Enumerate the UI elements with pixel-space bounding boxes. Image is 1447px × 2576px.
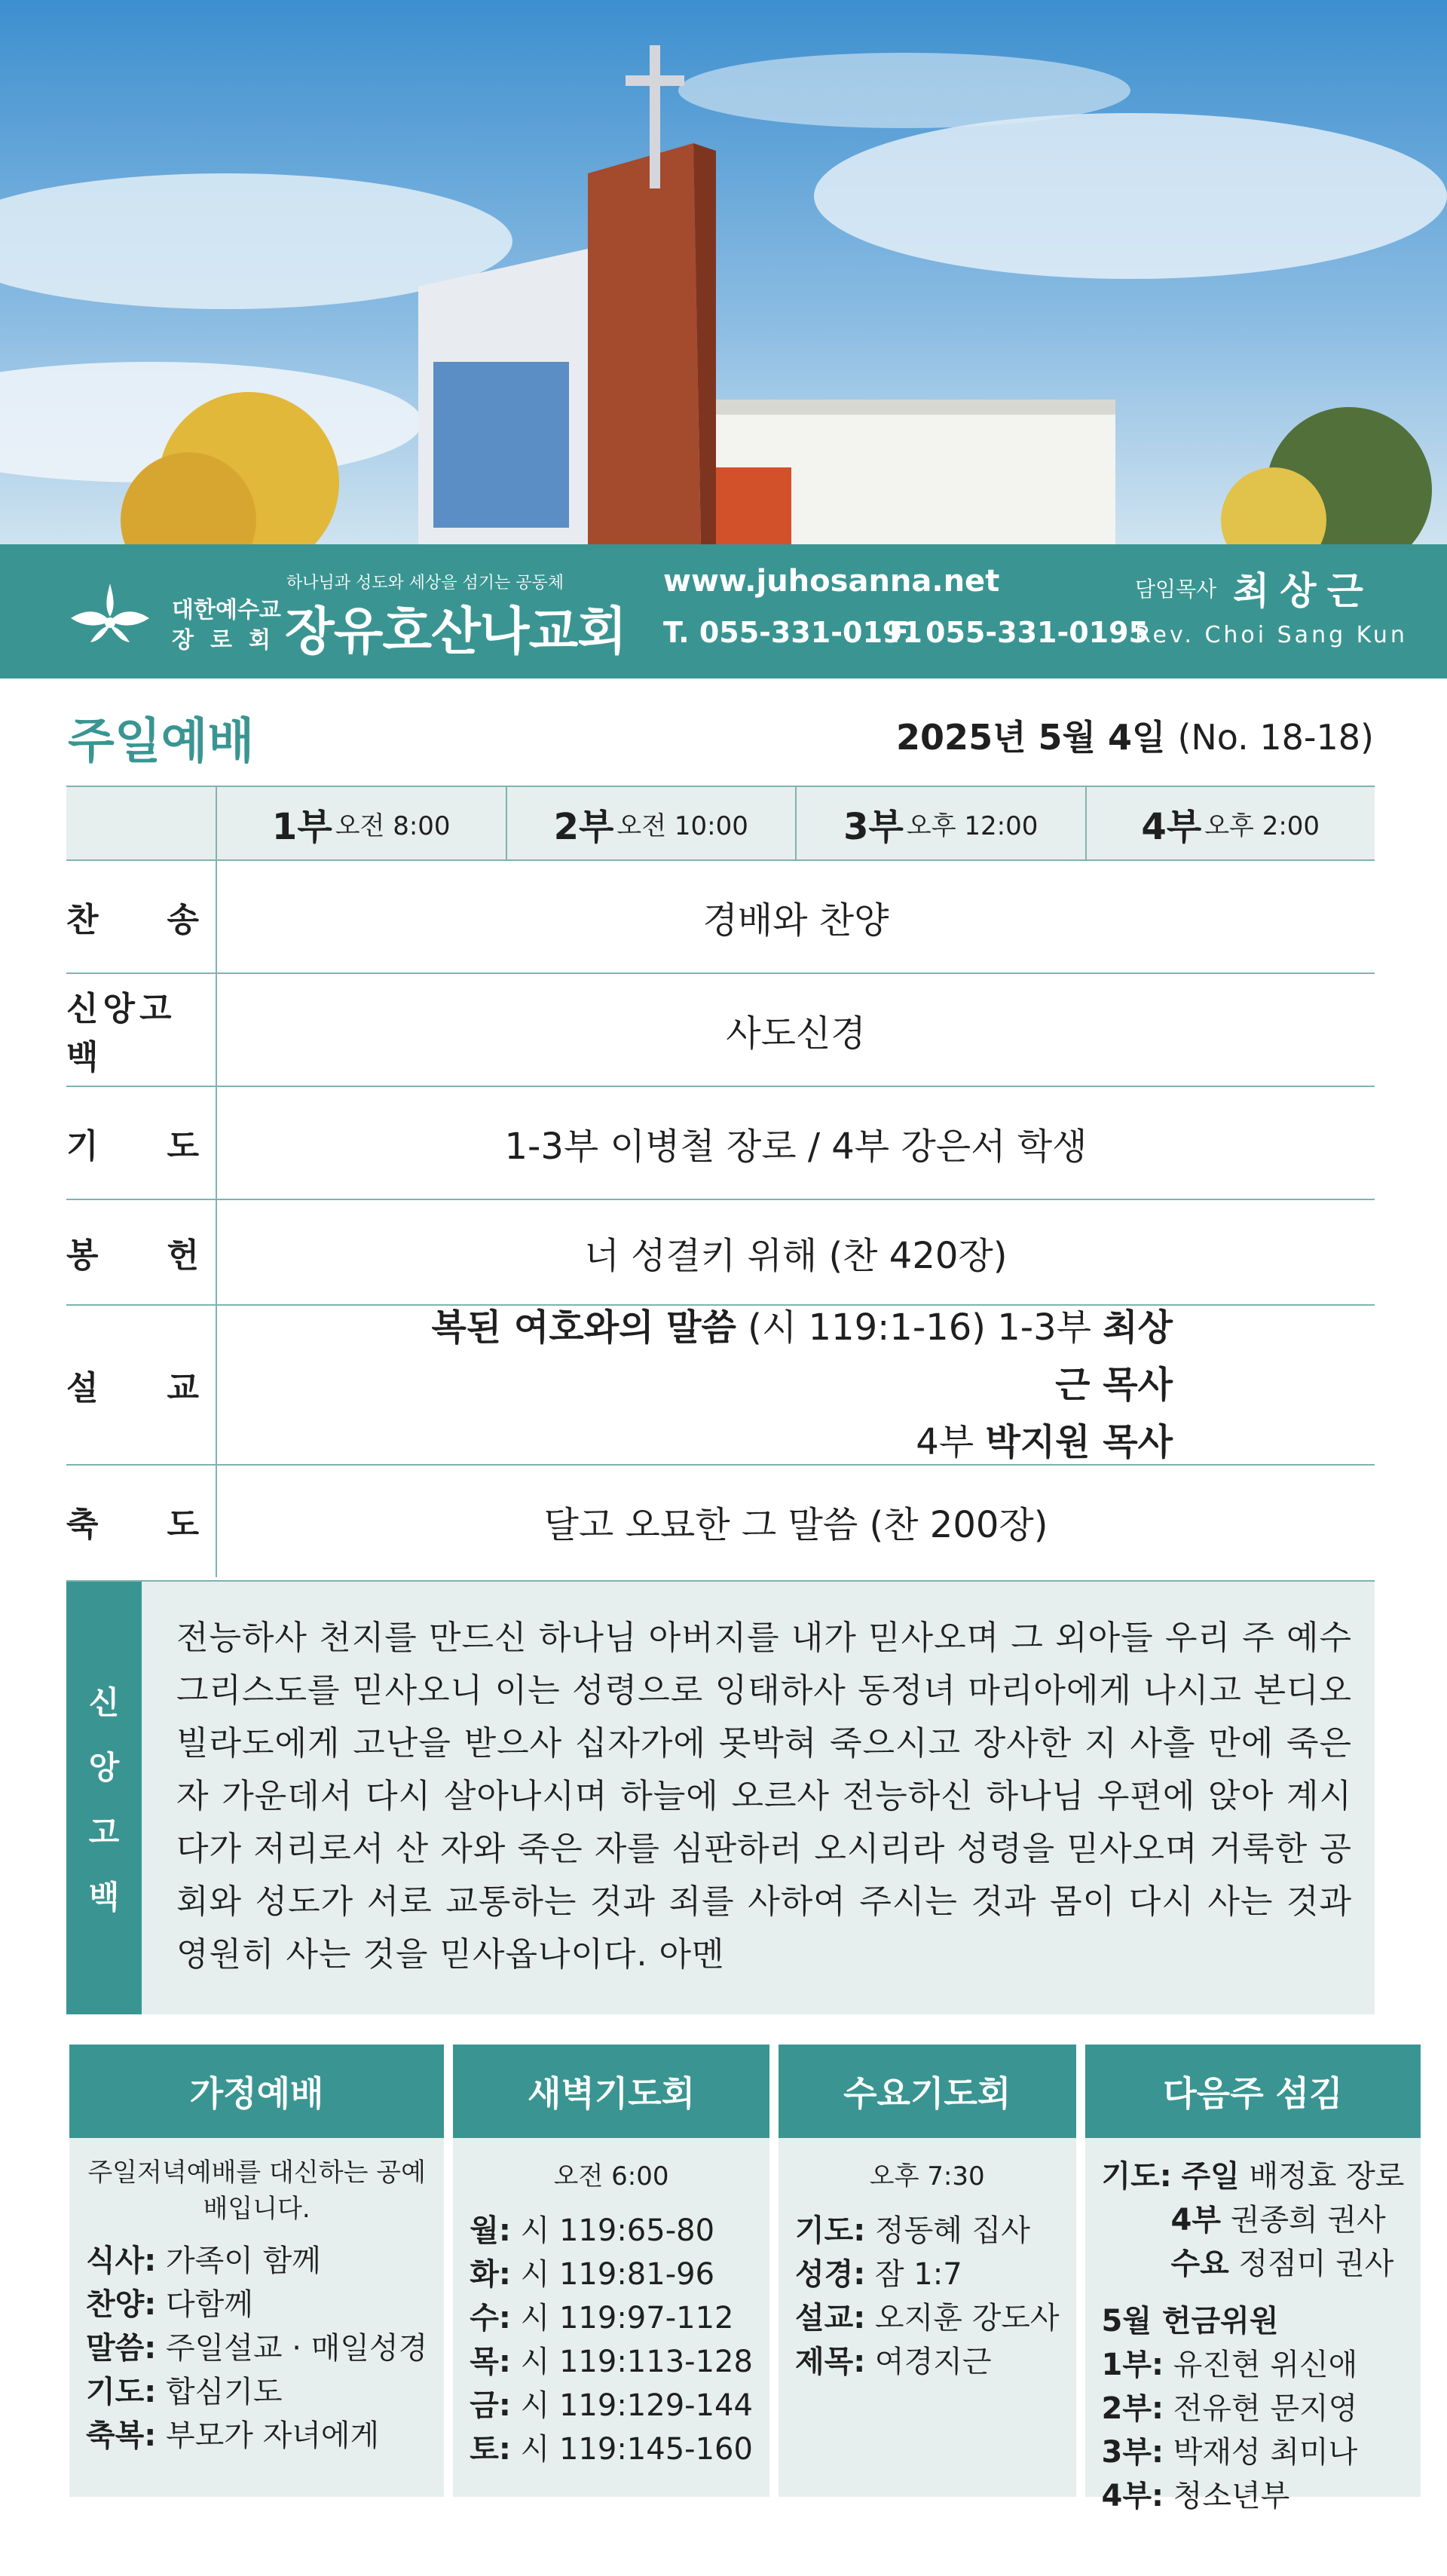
church-fax: F. 055-331-0195 — [889, 616, 1149, 649]
item-key: 기도: — [86, 2375, 157, 2409]
row-offering — [66, 1200, 1375, 1306]
list-item — [470, 2253, 753, 2296]
row-label — [66, 974, 217, 1086]
list-item — [86, 2326, 427, 2370]
row-benediction — [66, 1466, 1375, 1577]
family-worship-box — [69, 2045, 444, 2497]
box-title: 다음주 섬김 — [1085, 2045, 1421, 2138]
item-value: 시 119:113-128 — [510, 2345, 753, 2379]
sermon-line1 — [419, 1299, 1173, 1414]
item-key: 식사: — [86, 2244, 157, 2278]
label-char: 설 — [66, 1369, 99, 1407]
item-subkey: 수요 — [1170, 2247, 1229, 2281]
label-char: 교 — [167, 1369, 199, 1407]
item-value: 권종희 권사 — [1220, 2203, 1386, 2238]
item-key: 찬양: — [86, 2287, 157, 2322]
list-item — [470, 2384, 753, 2427]
item-value: 박재성 최미나 — [1163, 2435, 1358, 2470]
row-value — [217, 1306, 1375, 1464]
side-char: 앙 — [88, 1749, 120, 1786]
date-text: 2025년 5월 4일 — [896, 717, 1166, 758]
service-2 — [507, 787, 797, 859]
item-key: 수: — [470, 2301, 511, 2336]
label-char: 축 — [66, 1505, 99, 1544]
list-item — [1102, 2343, 1405, 2387]
item-value: 전유현 문지영 — [1163, 2391, 1358, 2426]
next-week-service-box — [1085, 2045, 1421, 2513]
row-label — [66, 1466, 217, 1577]
item-value: 오지훈 강도사 — [865, 2301, 1060, 2336]
item-key: 설교: — [794, 2301, 866, 2336]
service-number: 1부 — [271, 805, 332, 848]
sermon-preacher-1: 최상근 목사 — [1055, 1306, 1173, 1406]
item-value: 다함께 — [156, 2287, 253, 2322]
box-time: 오전 6:00 — [553, 2161, 669, 2192]
list-item — [470, 2209, 753, 2253]
list-item — [86, 2370, 427, 2414]
service-number: 4부 — [1141, 805, 1202, 848]
pastor-title: 담임목사 — [1135, 577, 1217, 602]
sermon-info — [419, 1299, 1173, 1471]
creed-side-label — [66, 1582, 142, 2014]
service-time: 오후 12:00 — [906, 810, 1039, 841]
list-item — [1102, 2198, 1405, 2242]
list-item — [795, 2253, 1060, 2296]
label-char: 봉 — [66, 1236, 99, 1275]
church-name: 장유호산나교회 — [285, 602, 626, 662]
item-value: 시 119:97-112 — [510, 2301, 734, 2336]
row-label — [66, 861, 217, 973]
box-time: 오후 7:30 — [869, 2161, 985, 2192]
item-key: 제목: — [794, 2345, 866, 2379]
row-label — [66, 1306, 217, 1464]
sermon-part2: 4부 — [916, 1421, 986, 1463]
label-char: 찬 — [66, 901, 99, 939]
issue-number: (No. 18-18) — [1177, 717, 1374, 758]
box-body — [1085, 2138, 1421, 2535]
sermon-line2 — [419, 1414, 1173, 1471]
church-banner — [0, 544, 1447, 678]
list-item — [795, 2340, 1060, 2384]
item-key: 성경: — [794, 2257, 866, 2292]
box-title: 가정예배 — [69, 2045, 444, 2138]
pastor-name-english: Rev. Choi Sang Kun — [1135, 622, 1408, 648]
list-item — [470, 2427, 753, 2471]
service-3 — [797, 787, 1087, 859]
row-prayer — [66, 1087, 1375, 1200]
box-body — [453, 2138, 769, 2488]
row-value: 달고 오묘한 그 말씀 (찬 200장) — [543, 1503, 1048, 1546]
row-hymn — [66, 861, 1375, 974]
item-key: 3부: — [1101, 2435, 1164, 2470]
row-creed — [66, 974, 1375, 1087]
item-key: 기도: — [794, 2213, 866, 2248]
item-key: 1부: — [1101, 2348, 1164, 2382]
item-key: 월: — [470, 2213, 511, 2248]
service-time: 오전 10:00 — [616, 810, 748, 841]
box-title: 새벽기도회 — [453, 2045, 769, 2138]
item-value: 여경지근 — [865, 2345, 992, 2379]
box-body — [69, 2138, 444, 2474]
list-item — [795, 2209, 1060, 2253]
offering-committee-title: 5월 헌금위원 — [1101, 2304, 1279, 2339]
item-subkey: 주일 — [1181, 2159, 1240, 2194]
worship-date — [896, 710, 1374, 760]
church-logo-icon — [65, 573, 155, 656]
label-char: 도 — [167, 1127, 199, 1165]
item-value: 정동혜 집사 — [865, 2213, 1030, 2248]
item-key: 목: — [470, 2345, 511, 2379]
list-item — [1102, 2474, 1405, 2518]
item-value: 청소년부 — [1163, 2479, 1290, 2513]
item-key: 기도: — [1101, 2159, 1172, 2194]
church-website-link[interactable]: www.juhosanna.net — [663, 564, 1000, 599]
list-item — [470, 2296, 753, 2340]
item-key: 말씀: — [86, 2331, 157, 2366]
side-char: 신 — [88, 1684, 120, 1721]
item-key: 4부: — [1101, 2479, 1164, 2513]
apostles-creed-box — [66, 1580, 1375, 2014]
list-item — [1102, 2431, 1405, 2474]
side-char: 고 — [88, 1814, 120, 1851]
church-building-photo — [0, 0, 1447, 544]
item-value: 부모가 자녀에게 — [156, 2418, 380, 2453]
side-char: 백 — [88, 1879, 120, 1916]
row-value: 사도신경 — [726, 1012, 866, 1055]
item-value: 시 119:129-144 — [510, 2388, 753, 2423]
service-4 — [1087, 787, 1375, 859]
item-value: 배정효 장로 — [1239, 2159, 1405, 2194]
worship-title: 주일예배 — [68, 714, 255, 770]
row-sermon — [66, 1306, 1375, 1466]
list-item — [86, 2414, 427, 2458]
denomination-line1: 대한예수교 — [172, 597, 281, 623]
denomination-line2: 장로회 — [172, 627, 287, 654]
sermon-preacher-2: 박지원 목사 — [985, 1421, 1173, 1463]
item-value: 가족이 함께 — [156, 2244, 321, 2278]
item-value: 시 119:145-160 — [510, 2432, 753, 2467]
box-note: 주일저녁예배를 대신하는 공예배입니다. — [87, 2158, 426, 2224]
service-time: 오전 8:00 — [335, 810, 451, 841]
item-value: 유진현 위신애 — [1163, 2348, 1358, 2382]
order-of-worship-table — [66, 786, 1375, 1577]
row-value: 너 성결키 위해 (찬 420장) — [584, 1234, 1008, 1277]
church-motto: 하나님과 성도와 세상을 섬기는 공동체 — [286, 574, 564, 593]
list-item — [1102, 2387, 1405, 2431]
row-value: 1-3부 이병철 장로 / 4부 강은서 학생 — [504, 1125, 1088, 1168]
item-key: 토: — [470, 2432, 511, 2467]
item-value: 정점미 권사 — [1228, 2247, 1394, 2281]
service-number: 3부 — [843, 805, 904, 848]
item-value: 시 119:65-80 — [510, 2213, 715, 2248]
dawn-prayer-box — [453, 2045, 769, 2497]
service-times-header — [66, 786, 1375, 861]
item-key: 화: — [470, 2257, 511, 2292]
item-value: 합심기도 — [156, 2375, 283, 2409]
label-char: 기 — [66, 1127, 99, 1165]
label-char: 도 — [167, 1505, 199, 1544]
row-value: 경배와 찬양 — [702, 899, 889, 942]
item-subkey: 4부 — [1170, 2203, 1221, 2238]
label-char: 송 — [167, 901, 199, 939]
item-key: 축복: — [86, 2418, 157, 2453]
sermon-scripture: (시 119:1-16) 1-3부 — [736, 1306, 1103, 1349]
box-title: 수요기도회 — [779, 2045, 1076, 2138]
service-time: 오후 2:00 — [1204, 810, 1320, 841]
label-text: 신앙고백 — [66, 990, 176, 1077]
header-blank-cell — [66, 787, 217, 859]
item-value: 주일설교 · 매일성경 — [156, 2331, 428, 2366]
box-body — [779, 2138, 1076, 2400]
wednesday-prayer-box — [779, 2045, 1076, 2497]
item-key: 2부: — [1101, 2391, 1164, 2426]
list-item — [795, 2296, 1060, 2340]
label-char: 헌 — [167, 1236, 199, 1275]
item-value: 잠 1:7 — [865, 2257, 962, 2292]
list-item — [86, 2283, 427, 2326]
row-label — [66, 1200, 217, 1304]
sermon-title: 복된 여호와의 말씀 — [431, 1306, 736, 1349]
list-item — [1102, 2242, 1405, 2286]
pastor-name: 최상근 — [1233, 569, 1374, 613]
item-key: 금: — [470, 2388, 511, 2423]
item-value: 시 119:81-96 — [510, 2257, 715, 2292]
church-phone: T. 055-331-0191 — [663, 616, 922, 649]
service-number: 2부 — [553, 805, 614, 848]
list-item — [470, 2340, 753, 2384]
list-item — [1102, 2155, 1405, 2198]
creed-text: 전능하사 천지를 만드신 하나님 아버지를 내가 믿사오며 그 외아들 우리 주 예수 그리스도를 믿사오니 이는 성령으로 잉태하사 동정녀 마리아에게 나시고 본디오 빌라도에게 고난을 받으사 십자가에 못박혀 죽으시고 장사한 지 사흘 만에 죽은 자 가운데서 다시 살아나시며 하늘에 오르사 전능하신 하나님 우편에 앉아 계시다가 저리로서 산 자와 죽은 자를 심판하러 오시리라 성령을 믿사오며 거룩한 공회와 성도가 서로 교통하는 것과 죄를 사하여 주시는 것과 몸이 다시 사는 것과 영원히 사는 것을 믿사옵나이다. 아멘 — [176, 1619, 1352, 1974]
service-1 — [217, 787, 507, 859]
info-boxes — [69, 2045, 1405, 2513]
list-item — [86, 2239, 427, 2283]
row-label — [66, 1087, 217, 1199]
